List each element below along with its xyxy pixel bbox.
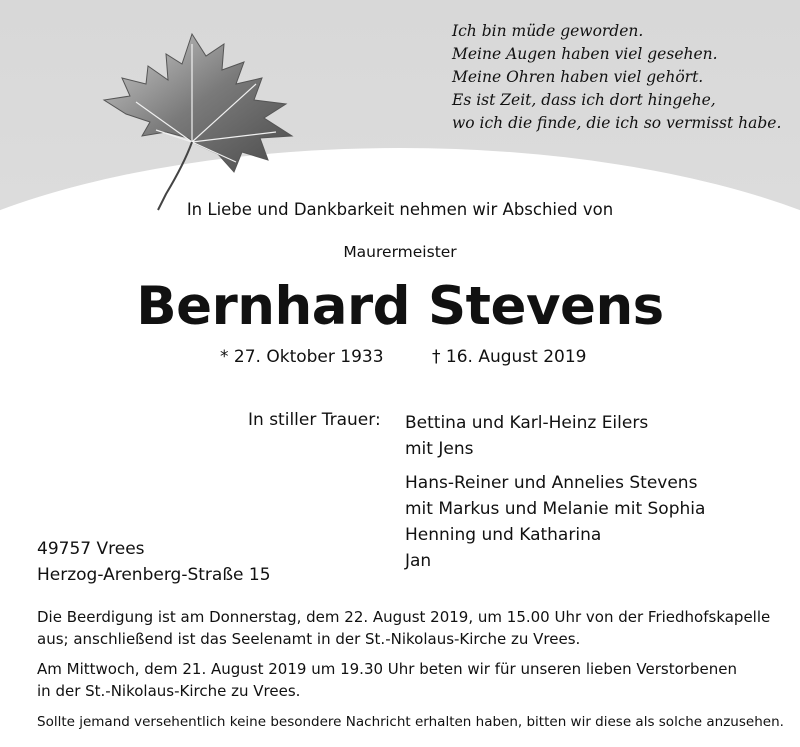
deceased-name: Bernhard Stevens: [136, 276, 664, 337]
poem-line: Ich bin müde geworden.: [452, 22, 644, 40]
poem: [452, 20, 792, 135]
poem-line: Meine Augen haben viel gesehen.: [452, 45, 718, 63]
prayer-info: [37, 658, 787, 702]
mourners-list: [405, 410, 705, 574]
mourner-line: Henning und Katharina: [405, 525, 602, 545]
poem-line: Meine Ohren haben viel gehört.: [452, 68, 704, 86]
notice-note: Sollte jemand versehentlich keine besondere Nachricht erhalten haben, bitten wir diese als solche anzusehen.: [37, 714, 784, 730]
birth-date: * 27. Oktober 1933: [220, 347, 384, 367]
address-line: Herzog-Arenberg-Straße 15: [37, 565, 271, 585]
mourner-line: Jan: [405, 551, 432, 571]
poem-line: wo ich die finde, die ich so vermisst habe.: [452, 114, 782, 132]
mourners-label: In stiller Trauer:: [248, 410, 381, 430]
profession: Maurermeister: [343, 243, 457, 261]
death-date: † 16. August 2019: [432, 347, 587, 367]
address-line: 49757 Vrees: [37, 539, 145, 559]
funeral-line: aus; anschließend ist das Seelenamt in der St.-Nikolaus-Kirche zu Vrees.: [37, 630, 581, 648]
mourner-line: Hans-Reiner und Annelies Stevens: [405, 473, 698, 493]
maple-leaf-icon: [96, 14, 310, 214]
poem-line: Es ist Zeit, dass ich dort hingehe,: [452, 91, 716, 109]
funeral-line: Die Beerdigung ist am Donnerstag, dem 22. August 2019, um 15.00 Uhr von der Friedhofskapelle: [37, 608, 771, 626]
mourner-line: mit Markus und Melanie mit Sophia: [405, 499, 706, 519]
funeral-info: [37, 606, 787, 650]
address: [37, 536, 271, 588]
intro-text: In Liebe und Dankbarkeit nehmen wir Abschied von: [186, 200, 614, 219]
prayer-line: in der St.-Nikolaus-Kirche zu Vrees.: [37, 682, 301, 700]
prayer-line: Am Mittwoch, dem 21. August 2019 um 19.30 Uhr beten wir für unseren lieben Verstorbenen: [37, 660, 737, 678]
mourner-line: Bettina und Karl-Heinz Eilers: [405, 413, 649, 433]
mourner-line: mit Jens: [405, 439, 474, 459]
life-dates: [220, 347, 620, 367]
